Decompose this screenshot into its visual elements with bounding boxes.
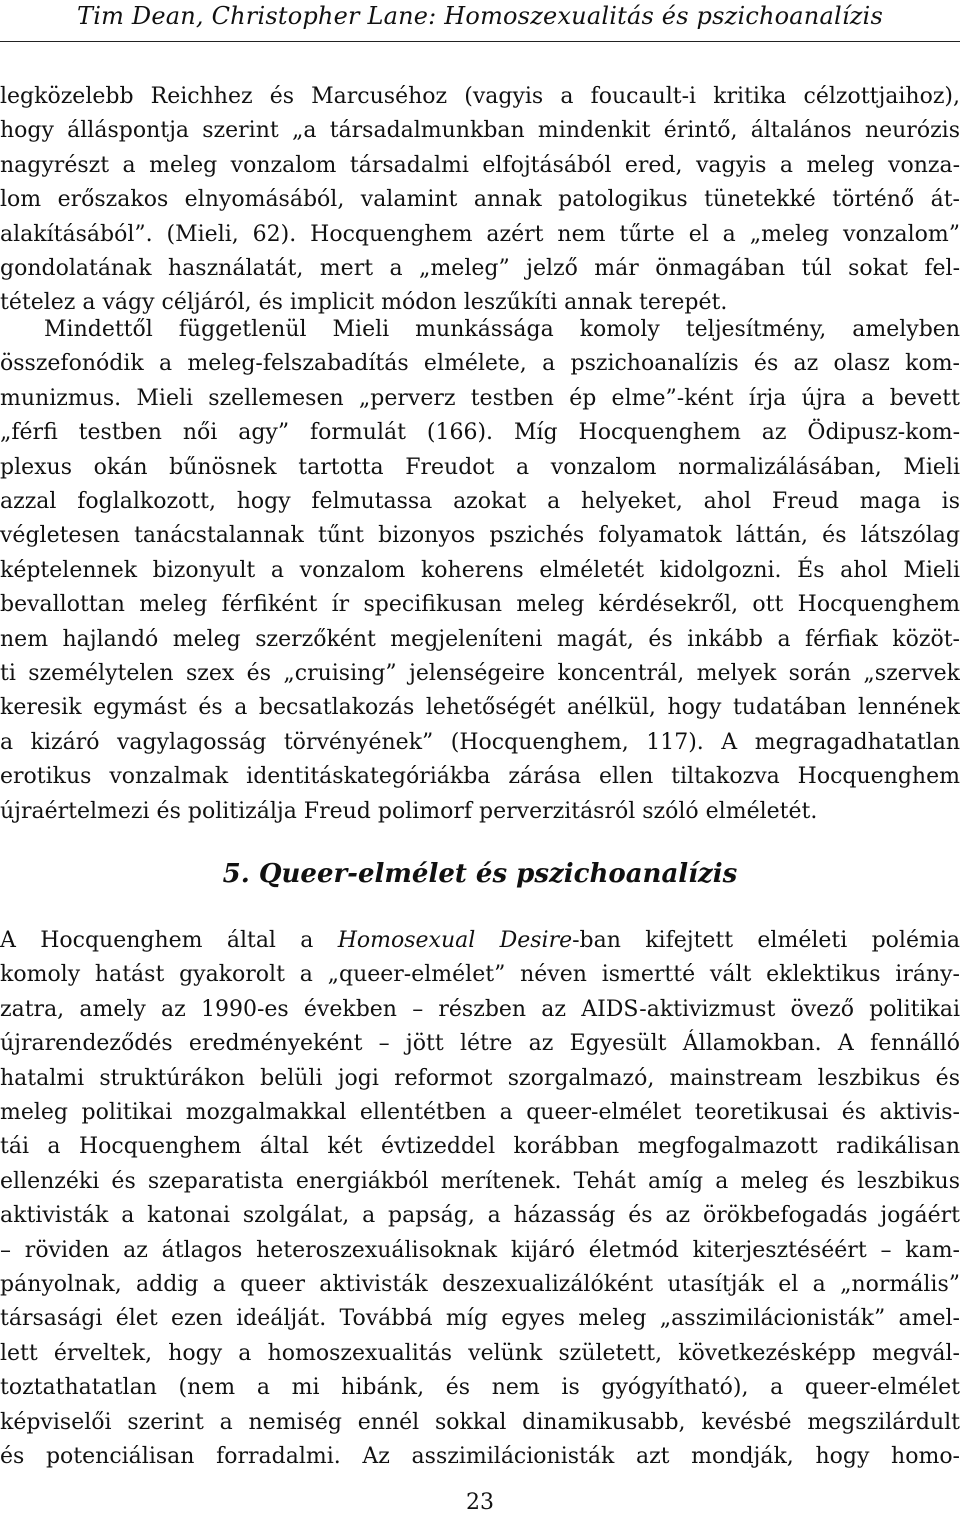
body-paragraph-1 <box>0 80 960 321</box>
text-line: tái a Hocquenghem által két évtizeddel korábban megfogalmazott radikálisan <box>0 1134 960 1160</box>
text-line: azzal foglalkozott, hogy felmutassa azokat a helyeket, ahol Freud maga is <box>0 489 960 515</box>
text-line: zatra, amely az 1990-es években – részben az AIDS-aktivizmust övező politikai <box>0 996 960 1022</box>
text-line: keresik egymást és a becsatlakozás lehetőségét anélkül, hogy tudatában lennének <box>0 695 960 721</box>
running-header <box>0 0 960 42</box>
page-number: 23 <box>466 1490 494 1515</box>
text-line-with-title <box>0 924 960 958</box>
text-line: plexus okán bűnösnek tartotta Freudot a vonzalom normalizálásában, Mieli <box>0 454 960 480</box>
book-title: Homosexual Desire <box>337 928 573 953</box>
text-line: pányolnak, addig a queer aktivisták deszexualizálóként utasítják el a „normális” <box>0 1272 960 1298</box>
text-line: összefonódik a meleg-felszabadítás elmélete, a pszichoanalízis és az olasz kom- <box>0 351 960 377</box>
text-line: a kizáró vagylagosság törvényének” (Hocquenghem, 117). A megragadhatatlan <box>0 729 960 755</box>
text-fragment: -ban kifejtett elméleti polémia <box>572 928 960 953</box>
text-line: alakításából”. (Mieli, 62). Hocquenghem azért nem tűrte el a „meleg vonzalom” <box>0 221 960 247</box>
text-line: erotikus vonzalmak identitáskategóriákba zárása ellen tiltakozva Hocquenghem <box>0 764 960 790</box>
text-line: toztathatatlan (nem a mi hibánk, és nem is gyógyítható), a queer-elmélet <box>0 1375 960 1401</box>
text-line: és potenciálisan forradalmi. Az asszimilácionisták azt mondják, hogy homo- <box>0 1444 960 1470</box>
text-line: aktivisták a katonai szolgálat, a papság, a házasság és az örökbefogadás jogáért <box>0 1203 960 1229</box>
body-paragraph-2 <box>0 313 960 829</box>
text-line: gondolatának használatát, mert a „meleg” jelző már önmagában túl sokat fel- <box>0 256 960 282</box>
text-line: tételez a vágy céljáról, és implicit módon leszűkíti annak terepét. <box>0 290 728 316</box>
text-line: „férfi testben női agy” formulát (166). Míg Hocquenghem az Ödipusz-kom- <box>0 420 960 446</box>
text-line: bevallottan meleg férfiként ír specifikusan meleg kérdésekről, ott Hocquenghem <box>0 592 960 618</box>
text-line: meleg politikai mozgalmakkal ellentétben a queer-elmélet teoretikusai és aktivis- <box>0 1100 960 1126</box>
text-line: képtelennek bizonyult a vonzalom koherens elméletét kidolgozni. És ahol Mieli <box>0 557 960 583</box>
body-paragraph-3 <box>0 924 960 1475</box>
section-heading: 5. Queer-elmélet és pszichoanalízis <box>222 859 738 889</box>
text-line: – röviden az átlagos heteroszexuálisoknak kijáró életmód kiterjesztéséért – kam- <box>0 1237 960 1263</box>
running-title: Tim Dean, Christopher Lane: Homoszexualitás és pszichoanalízis <box>77 2 883 30</box>
text-line: hatalmi struktúrákon belüli jogi reformot szorgalmazó, mainstream leszbikus és <box>0 1065 960 1091</box>
text-line: komoly hatást gyakorolt a „queer-elmélet” néven ismertté vált eklektikus irány- <box>0 962 960 988</box>
text-line: ti személytelen szex és „cruising” jelenségeire koncentrál, melyek során „szervek <box>0 661 960 687</box>
text-line: újrarendeződés eredményeként – jött létre az Egyesült Államokban. A fennálló <box>0 1031 960 1057</box>
text-line: képviselői szerint a nemiség ennél sokkal dinamikusabb, kevésbé megszilárdult <box>0 1409 960 1435</box>
text-fragment: A Hocquenghem által a <box>0 928 338 953</box>
text-line: lom erőszakos elnyomásából, valamint annak patologikus tünetekké történő át- <box>0 187 960 213</box>
text-line: legközelebb Reichhez és Marcuséhoz (vagyis a foucault-i kritika célzottjaihoz), <box>0 84 960 109</box>
text-line: Mindettől függetlenül Mieli munkássága komoly teljesítmény, amelyben <box>44 317 960 342</box>
header-divider <box>0 41 960 42</box>
text-line: hogy álláspontja szerint „a társadalmunkban mindenkit érintő, általános neurózis <box>0 118 960 144</box>
text-line: lett érveltek, hogy a homoszexualitás velünk született, következésképp megvál- <box>0 1340 960 1366</box>
text-line: munizmus. Mieli szellemesen „perverz testben ép elme”-ként írja újra a bevett <box>0 385 960 411</box>
text-line: társasági élet ezen ideálját. Továbbá míg egyes meleg „asszimilácionisták” amel- <box>0 1306 960 1332</box>
text-line: újraértelmezi és politizálja Freud polimorf perverzitásról szóló elméletét. <box>0 798 818 824</box>
text-line: nagyrészt a meleg vonzalom társadalmi elfojtásából ered, vagyis a meleg vonza- <box>0 152 960 178</box>
text-line: végletesen tanácstalannak tűnt bizonyos pszichés folyamatok láttán, és látszólag <box>0 523 960 549</box>
text-line: ellenzéki és szeparatista energiákból merítenek. Tehát amíg a meleg és leszbikus <box>0 1168 960 1194</box>
text-line: nem hajlandó meleg szerzőként megjeleníteni magát, és inkább a férfiak közöt- <box>0 626 960 652</box>
